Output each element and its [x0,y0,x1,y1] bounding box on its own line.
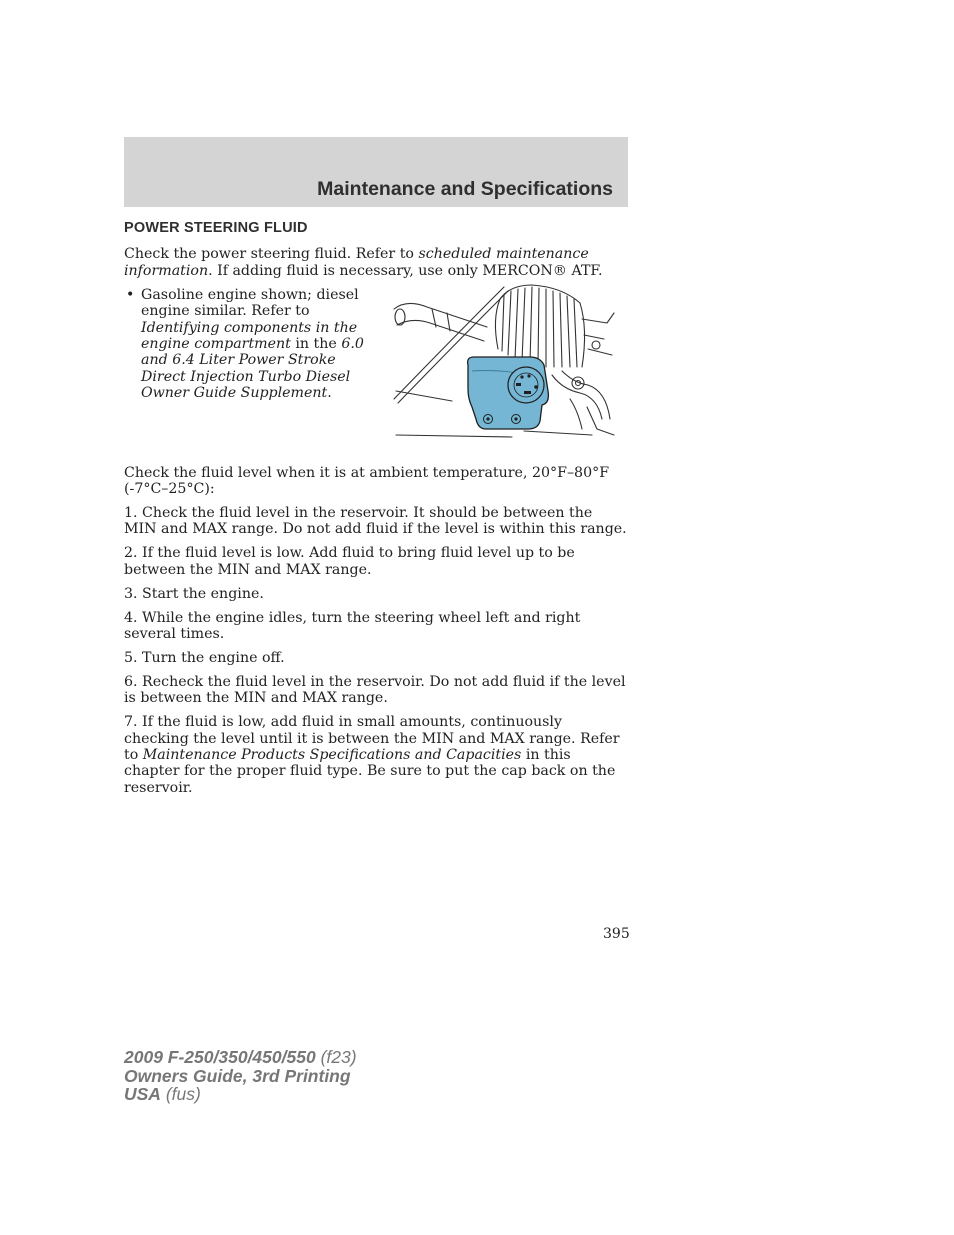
header-band [124,137,628,207]
bullet-item: • Gasoline engine shown; diesel engine similar. Refer to Identifying components in the engine compartment in the 6.0 and 6.4 Liter Power Stroke Direct Injection Turbo Diesel Owner Guide Supplement. [126,286,364,402]
step-3: 3. Start the engine. [124,585,264,602]
step-1: 1. Check the fluid level in the reservoir. It should be between the MIN and MAX range. Do not add fluid if the level is within this range. [124,505,627,538]
footer-model-line: 2009 F-250/350/450/550 (f23) [124,1047,357,1067]
step-5: 5. Turn the engine off. [124,649,285,666]
page-number: 395 [603,926,630,942]
temperature-note: Check the fluid level when it is at ambient temperature, 20°F–80°F (-7°C–25°C): [124,464,610,498]
footer [124,1048,357,1104]
step-4: 4. While the engine idles, turn the steering wheel left and right several times. [124,609,581,642]
scheduled-maintenance-link-text: scheduled maintenance information [124,246,589,279]
footer-guide-line: Owners Guide, 3rd Printing [124,1065,351,1086]
bullet-block [124,287,628,455]
step-2: 2. If the fluid level is low. Add fluid to bring fluid level up to be between the MIN and MAX range. [124,545,575,578]
step-7: 7. If the fluid is low, add fluid in small amounts, continuously checking the level until it is between the MIN and MAX range. Refer to Maintenance Products Specifications and Capacities in this chapter for the proper fluid type. Be sure to put the cap back on the reservoir. [124,714,620,796]
step-6: 6. Recheck the fluid level in the reservoir. Do not add fluid if the level is between the MIN and MAX range. [124,673,626,707]
footer-market-line: USA (fus) [124,1084,201,1104]
section-heading: POWER STEERING FLUID [124,220,308,236]
main-content [124,220,628,804]
page-title: Maintenance and Specifications [317,178,613,200]
intro-paragraph: Check the power steering fluid. Refer to scheduled maintenance information. If adding fluid is necessary, use only MERCON® ATF. [124,246,603,279]
power-steering-reservoir-illustration [392,279,616,445]
bullet-symbol: • [126,286,135,303]
